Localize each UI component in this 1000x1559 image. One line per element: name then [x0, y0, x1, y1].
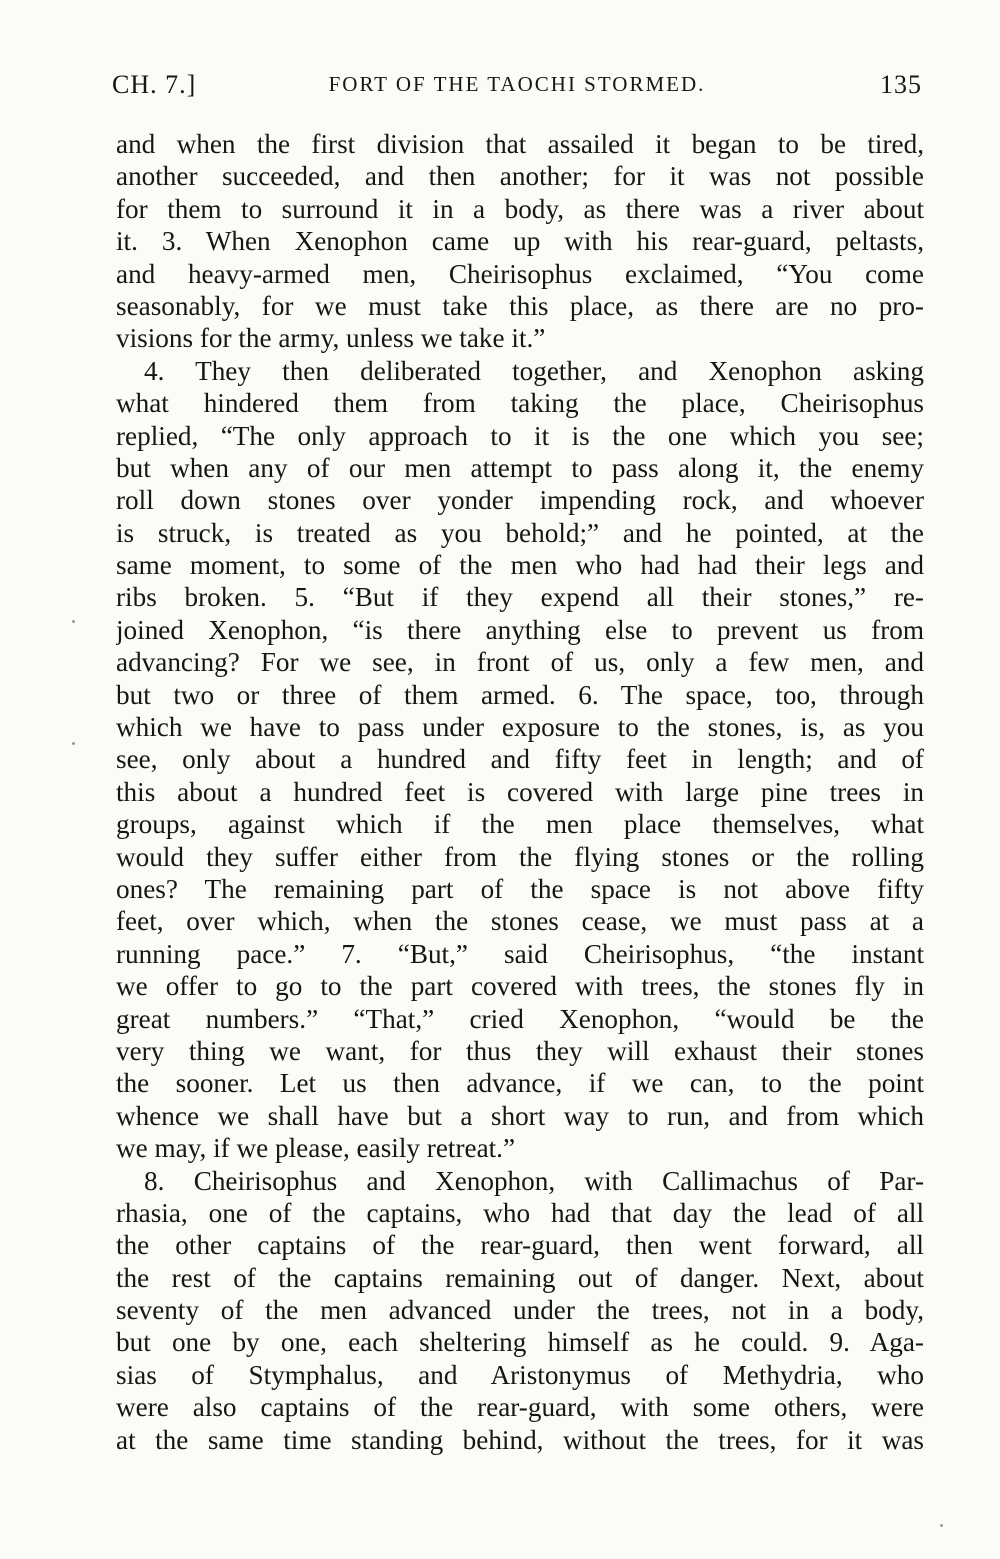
- text-line: would they suffer either from the flying stones or the rolling: [116, 841, 924, 872]
- text-line: for them to surround it in a body, as there was a river about: [116, 193, 924, 224]
- chapter-label: CH. 7.]: [112, 70, 197, 99]
- text-line: and heavy-armed men, Cheirisophus exclaimed, “You come: [116, 258, 924, 289]
- scan-speck: [940, 1524, 943, 1527]
- text-line: groups, against which if the men place themselves, what: [116, 809, 924, 840]
- text-line: the other captains of the rear-guard, then went forward, all: [116, 1230, 924, 1261]
- text-line: great numbers.” “That,” cried Xenophon, “would be the: [116, 1003, 924, 1034]
- text-line: but two or three of them armed. 6. The space, too, through: [116, 679, 924, 710]
- text-line: ones? The remaining part of the space is not above fifty: [116, 873, 924, 904]
- text-line: we offer to go to the part covered with trees, the stones fly in: [116, 971, 924, 1002]
- text-line: it. 3. When Xenophon came up with his rear-guard, peltasts,: [116, 226, 924, 257]
- text-line: is struck, is treated as you behold;” and he pointed, at the: [116, 517, 924, 548]
- text-line: another succeeded, and then another; for it was not possible: [116, 161, 924, 192]
- page-number: 135: [880, 70, 922, 99]
- text-line: at the same time standing behind, without the trees, for it was: [116, 1424, 924, 1455]
- text-line: advancing? For we see, in front of us, only a few men, and: [116, 647, 924, 678]
- text-line: see, only about a hundred and fifty feet in length; and of: [116, 744, 924, 775]
- scan-speck: [72, 620, 75, 623]
- text-line: replied, “The only approach to it is the one which you see;: [116, 420, 924, 451]
- text-line: roll down stones over yonder impending rock, and whoever: [116, 485, 924, 516]
- text-line: rhasia, one of the captains, who had that day the lead of all: [116, 1197, 924, 1228]
- text-line: visions for the army, unless we take it.”: [116, 323, 546, 354]
- text-line: sias of Stymphalus, and Aristonymus of Methydria, who: [116, 1359, 924, 1390]
- text-line: feet, over which, when the stones cease, we must pass at a: [116, 906, 924, 937]
- text-line: seasonably, for we must take this place, as there are no pro-: [116, 290, 924, 321]
- text-line: 8. Cheirisophus and Xenophon, with Callimachus of Par-: [144, 1165, 924, 1196]
- text-line: we may, if we please, easily retreat.”: [116, 1133, 516, 1164]
- text-line: 4. They then deliberated together, and Xenophon asking: [144, 355, 924, 386]
- text-line: the sooner. Let us then advance, if we can, to the point: [116, 1068, 924, 1099]
- text-line: the rest of the captains remaining out of danger. Next, about: [116, 1262, 924, 1293]
- text-line: which we have to pass under exposure to the stones, is, as you: [116, 712, 924, 743]
- text-line: running pace.” 7. “But,” said Cheirisophus, “the instant: [116, 938, 924, 969]
- page-title: FORT OF THE TAOCHI STORMED.: [328, 72, 706, 96]
- text-line: were also captains of the rear-guard, with some others, were: [116, 1392, 924, 1423]
- text-line: but one by one, each sheltering himself as he could. 9. Aga-: [116, 1327, 924, 1358]
- text-line: joined Xenophon, “is there anything else to prevent us from: [116, 614, 924, 645]
- text-line: ribs broken. 5. “But if they expend all their stones,” re-: [116, 582, 924, 613]
- running-head: [112, 70, 922, 110]
- text-line: and when the first division that assailed it began to be tired,: [116, 129, 924, 159]
- text-line: whence we shall have but a short way to run, and from which: [116, 1100, 924, 1131]
- text-line: what hindered them from taking the place, Cheirisophus: [116, 388, 924, 419]
- text-line: this about a hundred feet is covered with large pine trees in: [116, 776, 924, 807]
- body-text: [116, 128, 924, 1456]
- scan-speck: [72, 742, 75, 745]
- text-line: seventy of the men advanced under the trees, not in a body,: [116, 1295, 924, 1326]
- text-line: very thing we want, for thus they will exhaust their stones: [116, 1035, 924, 1066]
- text-line: but when any of our men attempt to pass along it, the enemy: [116, 452, 924, 483]
- text-line: same moment, to some of the men who had had their legs and: [116, 550, 924, 581]
